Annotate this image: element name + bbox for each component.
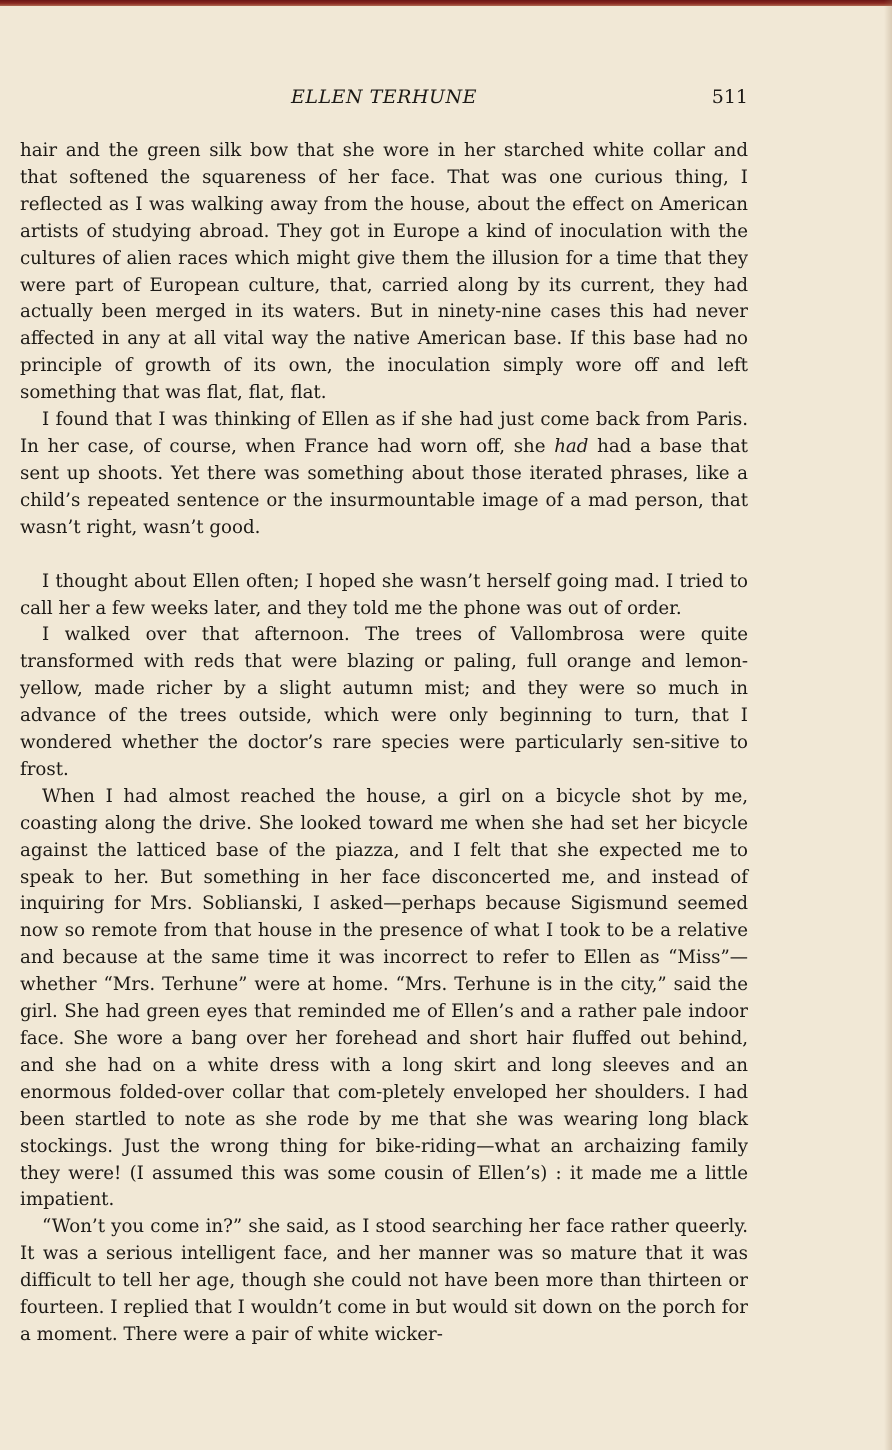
paragraph: I walked over that afternoon. The trees of Vallombrosa were quite transformed with reds that were blazing or paling, full orange and lemon-yellow, made richer by a slight autumn mist; and they were so much in advance of the trees outside, which were only beginning to turn, that I wondered whether the doctor’s rare species were particularly sen-sitive to frost. xyxy=(20,624,748,780)
page-number: 511 xyxy=(711,86,748,108)
paragraph: When I had almost reached the house, a girl on a bicycle shot by me, coasting along the drive. She looked toward me when she had set her bicycle against the latticed base of the piazza, and I felt that she expected me to speak to her. But something in her face disconcerted me, and instead of inquiring for Mrs. Soblianski, I asked—perhaps because Sigismund seemed now so remote from that house in the presence of what I took to be a relative and because at the same time it was incorrect to refer to Ellen as “Miss”—whether “Mrs. Terhune” were at home. “Mrs. Terhune is in the city,” said the girl. She had green eyes that reminded me of Ellen’s and a rather pale indoor face. She wore a bang over her forehead and short hair fluffed out behind, and she had on a white dress with a long skirt and long sleeves and an enormous folded-over collar that com-pletely enveloped her shoulders. I had been startled to note as she rode by me that she was wearing long black stockings. Just the wrong thing for bike-riding—what an archaizing family they were! (I assumed this was some cousin of Ellen’s) : it made me a little impatient. xyxy=(20,785,748,1211)
emphasis-text: had xyxy=(554,435,589,457)
paragraph xyxy=(20,407,748,542)
paragraph-continued: hair and the green silk bow that she wore in her starched white collar and that softened the squareness of her face. That was one curious thing, I reflected as I was walking away from the house, about the effect on American artists of studying abroad. They got in Europe a kind of inoculation with the cultures of alien races which might give them the illusion for a time that they were part of European culture, that, carried along by its current, they had actually been merged in its waters. But in ninety-nine cases this had never affected in any at all vital way the native American base. If this base had no principle of growth of its own, the inoculation simply wore off and left something that was flat, flat, flat. xyxy=(20,140,748,404)
body-text xyxy=(20,138,748,1349)
paragraph-text: I found that I was thinking of Ellen as if she had just come back from Paris. In her case, of course, when France had worn off, she xyxy=(20,409,748,457)
paragraph: I thought about Ellen often; I hoped she wasn’t herself going mad. I tried to call her a few weeks later, and they told me the phone was out of order. xyxy=(20,570,748,619)
running-head: ELLEN TERHUNE xyxy=(290,86,478,108)
page-top-edge xyxy=(0,0,892,6)
paragraph: “Won’t you come in?” she said, as I stood searching her face rather queerly. It was a serious intelligent face, and her manner was so mature that it was difficult to tell her age, though she could not have been more than thirteen or fourteen. I replied that I wouldn’t come in but would sit down on the porch for a moment. There were a pair of white wicker- xyxy=(20,1216,748,1345)
paragraph-text: had a base that sent up shoots. Yet there was something about those iterated phrases, like a child’s repeated sentence or the insurmountable image of a mad person, that wasn’t right, wasn’t good. xyxy=(20,435,748,538)
page-right-edge xyxy=(884,0,892,1450)
book-page xyxy=(20,84,748,1349)
page-header xyxy=(20,84,748,116)
